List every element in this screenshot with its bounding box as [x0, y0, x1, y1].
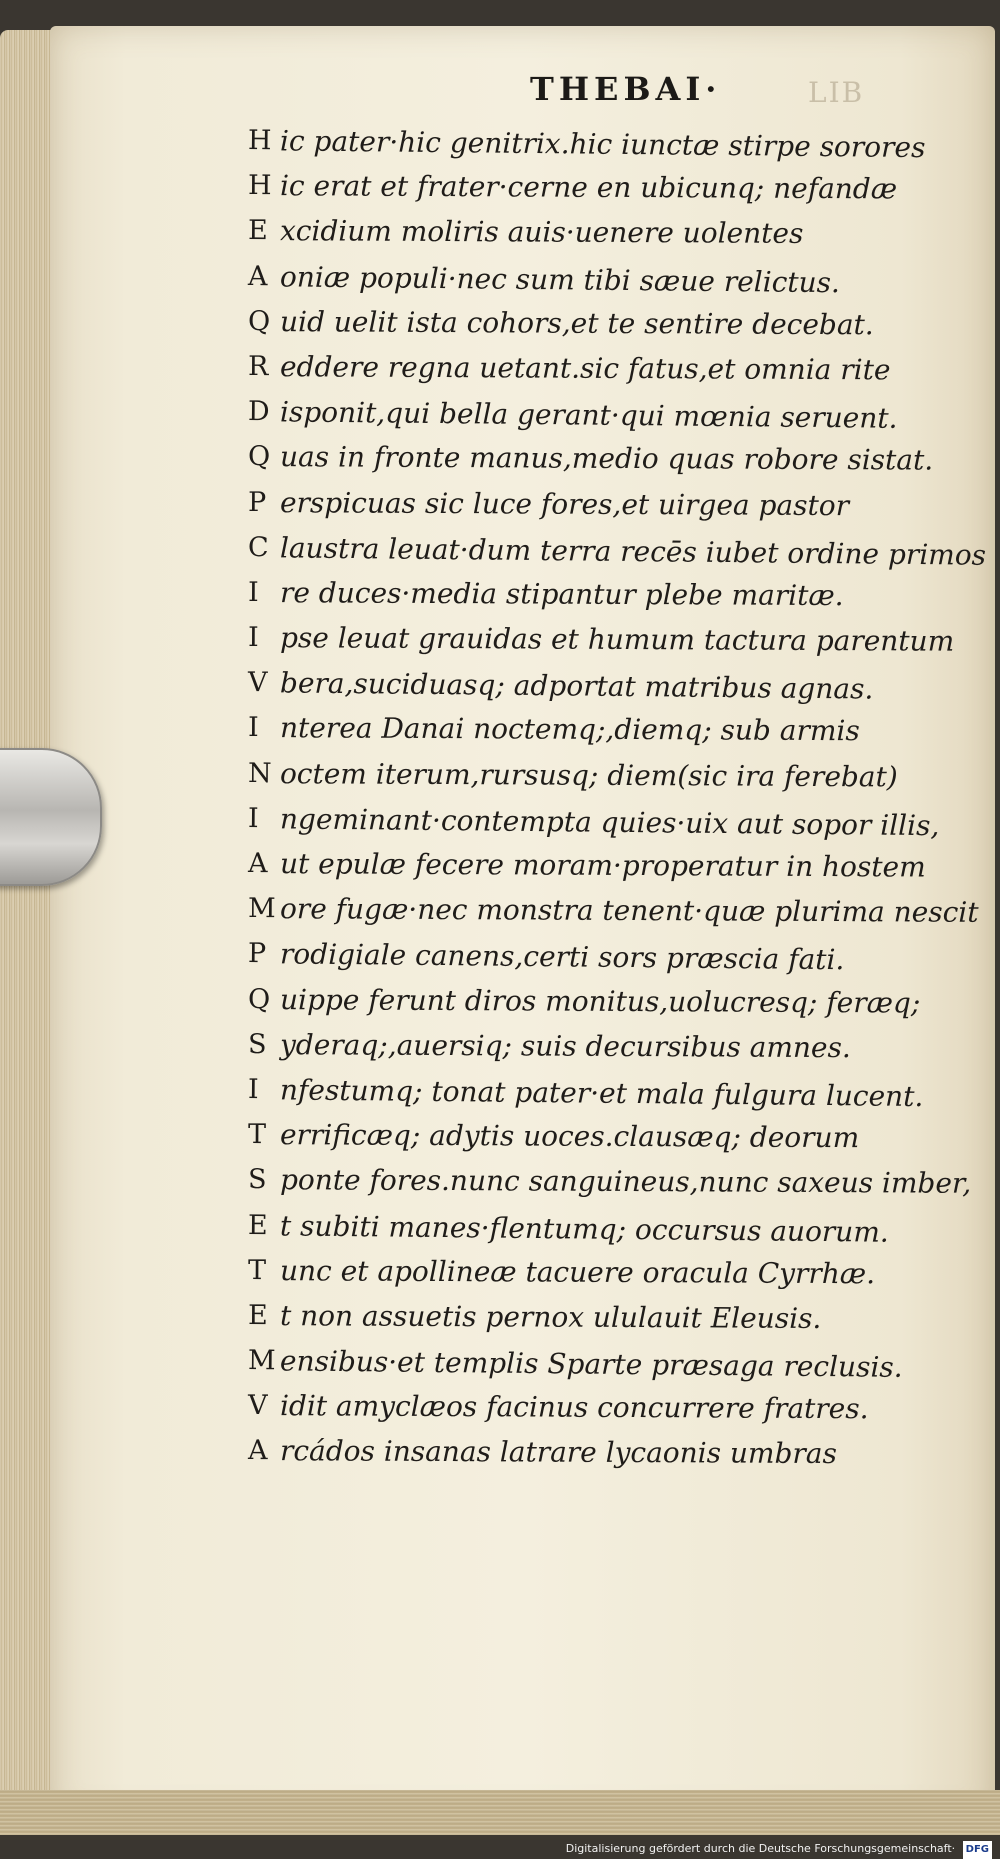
- verse-line: [248, 751, 968, 800]
- verse-line: [248, 1248, 968, 1297]
- verse-initial: I: [247, 1073, 259, 1106]
- verse-line: [248, 434, 968, 483]
- verse-initial: S: [247, 1164, 267, 1196]
- verse-line: [248, 841, 968, 890]
- verse-initial: H: [247, 170, 272, 202]
- verse-text-block: [247, 118, 987, 1474]
- verse-text: bera,suciduasq; adportat matribus agnas.: [279, 666, 874, 706]
- verse-text: pse leuat grauidas et humum tactura parentum: [279, 621, 955, 658]
- verse-line: [248, 254, 968, 307]
- verse-line: [248, 705, 968, 754]
- verse-initial: A: [247, 848, 268, 880]
- verse-line: [248, 480, 968, 529]
- verse-text: ngeminant·contempta quies·uix aut sopor illis,: [279, 802, 940, 843]
- credit-text: Digitalisierung gefördert durch die Deutsche Forschungsgemeinschaft·: [565, 1842, 956, 1855]
- verse-text: eddere regna uetant.sic fatus,et omnia rite: [279, 350, 891, 387]
- verse-text: ut epulæ fecere moram·properatur in hostem: [279, 847, 926, 884]
- verse-text: unc et apollineæ tacuere oracula Cyrrhæ.: [279, 1253, 876, 1290]
- verse-initial: S: [247, 1028, 267, 1060]
- verse-line: [248, 1383, 968, 1432]
- verse-line: [248, 208, 968, 257]
- verse-line: [248, 570, 968, 619]
- verse-initial: D: [247, 396, 270, 428]
- verse-line: [248, 1112, 968, 1161]
- verse-initial: T: [247, 1254, 267, 1286]
- verse-initial: Q: [247, 983, 271, 1015]
- dfg-logo-icon: DFG: [963, 1841, 992, 1859]
- verse-text: ensibus·et templis Sparte præsaga reclusis.: [279, 1344, 903, 1384]
- verse-line: [248, 615, 968, 664]
- digitization-credit: [566, 1840, 992, 1858]
- verse-line: [248, 344, 968, 393]
- verse-initial: I: [247, 622, 259, 654]
- verse-text: uippe ferunt diros monitus,uolucresq; feræq;: [279, 982, 921, 1020]
- verse-initial: C: [247, 531, 269, 563]
- verse-text: erspicuas sic luce fores,et uirgea pastor: [279, 485, 850, 522]
- verse-initial: E: [247, 1209, 268, 1241]
- verse-initial: I: [247, 712, 259, 744]
- verse-initial: A: [247, 260, 268, 292]
- book-bottom-edge: [0, 1790, 1000, 1835]
- verse-text: yderaq;,auersiq; suis decursibus amnes.: [279, 1027, 851, 1064]
- verse-initial: T: [247, 1119, 267, 1151]
- verse-text: rodigiale canens,certi sors præscia fati.: [279, 937, 845, 977]
- verse-text: ic erat et frater·cerne en ubicunq; nefandæ: [279, 169, 898, 206]
- verse-text: ore fugæ·nec monstra tenent·quæ plurima nescit: [279, 892, 979, 930]
- verse-text: ponte fores.nunc sanguineus,nunc saxeus imber,: [279, 1163, 972, 1201]
- verse-text: idit amyclæos facinus concurrere fratres.: [279, 1389, 869, 1426]
- verse-text: errificæq; adytis uoces.clausæq; deorum: [279, 1118, 860, 1155]
- show-through-text: LIB: [808, 76, 865, 109]
- verse-initial: I: [247, 802, 259, 834]
- verse-text: isponit,qui bella gerant·qui mœnia seruent.: [279, 395, 898, 435]
- verse-initial: I: [247, 576, 259, 608]
- verse-initial: P: [247, 938, 267, 970]
- verse-line: [247, 886, 979, 935]
- verse-text: xcidium moliris auis·uenere uolentes: [279, 214, 804, 251]
- verse-text: re duces·media stipantur plebe maritæ.: [279, 576, 844, 612]
- verse-line: [248, 1293, 968, 1342]
- running-header: THEBAI·: [530, 70, 722, 108]
- page-clip-icon: [0, 748, 102, 886]
- verse-line: [247, 525, 987, 578]
- verse-initial: R: [247, 350, 269, 383]
- verse-initial: N: [247, 757, 272, 789]
- verse-text: nfestumq; tonat pater·et mala fulgura lucent.: [279, 1073, 924, 1114]
- verse-text: octem iterum,rursusq; diem(sic ira ferebat): [279, 756, 898, 794]
- verse-text: rcádos insanas latrare lycaonis umbras: [279, 1434, 838, 1471]
- verse-initial: Q: [247, 305, 271, 337]
- verse-initial: A: [247, 1435, 268, 1467]
- verse-line: [248, 1022, 968, 1071]
- verse-line: [248, 977, 968, 1026]
- verse-initial: M: [247, 1345, 276, 1377]
- verse-initial: E: [247, 1299, 268, 1331]
- verse-initial: E: [247, 215, 268, 247]
- verse-line: [248, 163, 968, 212]
- verse-line: [247, 1157, 972, 1206]
- verse-text: ic pater·hic genitrix.hic iunctæ stirpe sorores: [279, 124, 926, 165]
- verse-text: t subiti manes·flentumq; occursus auorum.: [279, 1208, 889, 1249]
- verse-text: t non assuetis pernox ululauit Eleusis.: [279, 1299, 822, 1335]
- verse-text: laustra leuat·dum terra recēs iubet ordine primos: [279, 531, 987, 572]
- verse-text: uas in fronte manus,medio quas robore sistat.: [279, 440, 934, 477]
- verse-text: uid uelit ista cohors,et te sentire decebat.: [279, 304, 874, 342]
- verse-initial: V: [247, 667, 268, 699]
- verse-initial: P: [247, 486, 267, 518]
- verse-initial: V: [247, 1390, 268, 1422]
- verse-line: [248, 1428, 968, 1477]
- verse-line: [248, 299, 968, 348]
- verse-text: nterea Danai noctemq;,diemq; sub armis: [279, 711, 860, 748]
- verse-text: oniæ populi·nec sum tibi sæue relictus.: [279, 259, 841, 299]
- verse-initial: H: [247, 125, 272, 157]
- verse-line: [248, 1203, 968, 1256]
- verse-initial: M: [247, 893, 276, 925]
- verse-initial: Q: [247, 441, 271, 473]
- verse-line: [248, 931, 968, 984]
